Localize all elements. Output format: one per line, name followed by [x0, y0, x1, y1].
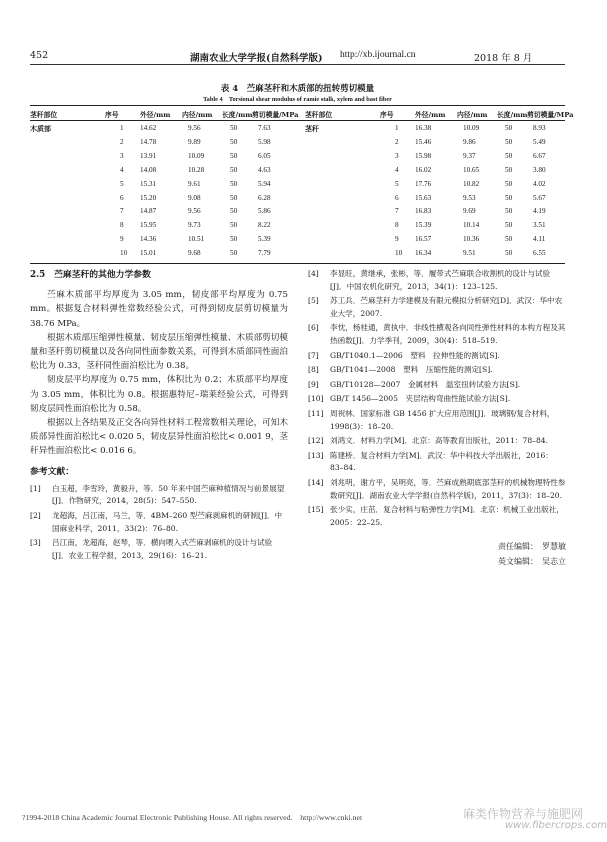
reference-number: [11]	[308, 408, 324, 418]
table-cell-part: 茎秆	[305, 124, 319, 133]
table-cell: 9.69	[463, 207, 476, 216]
table-cell: 9.51	[463, 249, 476, 258]
table-cell: 15.63	[415, 193, 432, 202]
watermark-text: 麻类作物营养与施肥网	[463, 807, 584, 821]
reference-number: [12]	[308, 436, 324, 446]
table-cell: 50	[230, 179, 238, 188]
reference-number: [13]	[308, 450, 324, 460]
table-cell: 5.39	[258, 235, 271, 244]
column-header: 外径/mm	[415, 111, 446, 119]
table-cell: 10	[120, 249, 128, 258]
reference-item	[308, 393, 566, 406]
reference-number: [10]	[308, 394, 324, 404]
reference-list-left	[30, 483, 288, 563]
reference-text: GB/T 1456—2005 夹层结构弯曲性能试验方法[S].	[330, 394, 511, 404]
table-cell: 2	[120, 137, 124, 146]
header-rule	[30, 64, 565, 65]
table-cell: 9.37	[463, 151, 476, 160]
journal-url: http://xb.ijournal.cn	[340, 50, 416, 60]
table-cell: 50	[505, 221, 513, 230]
reference-item	[308, 379, 566, 392]
table-cell: 10	[395, 249, 403, 258]
table-top-rule	[30, 105, 565, 106]
reference-item	[308, 295, 566, 320]
table-cell: 10.51	[188, 235, 205, 244]
paragraph: 根据木质部压缩弹性模量、韧皮层压缩弹性模量、木质部剪切模量和茎秆剪切模量以及各向同性面参数关系，可得到木质部同性面泊松比为 0.33，茎秆同性面泊松比为 0.38。	[30, 332, 288, 372]
table-cell: 10.82	[463, 179, 480, 188]
table-cell: 3.80	[533, 165, 546, 174]
table-cell: 9.56	[188, 124, 201, 132]
table-cell: 14.36	[140, 235, 157, 244]
column-header: 长度/mm	[222, 111, 253, 119]
table-cell: 7	[395, 207, 399, 216]
table-cell: 15.31	[140, 179, 157, 188]
table-cell: 14.08	[140, 165, 157, 174]
table-cell: 50	[505, 179, 513, 188]
table-cell-part: 木质部	[30, 124, 51, 133]
table-cell: 7.79	[258, 249, 271, 258]
section-title: 2.5 苎麻茎秆的其他力学参数	[30, 270, 151, 280]
table-cell: 9.73	[188, 221, 201, 230]
column-header: 内径/mm	[182, 111, 213, 119]
table-cell: 9.89	[188, 137, 201, 146]
table-cell: 50	[230, 193, 238, 202]
reference-number: [8]	[308, 365, 319, 375]
table-cell: 10.09	[463, 124, 480, 132]
table-cell: 10.14	[463, 221, 480, 230]
table-cell: 3	[120, 151, 124, 160]
table-cell: 6	[395, 193, 399, 202]
page-number: 452	[30, 50, 49, 61]
table-cell: 8	[120, 221, 124, 230]
table-cell: 3	[395, 151, 399, 160]
table-cell: 50	[230, 137, 238, 146]
table-cell: 4.11	[533, 235, 546, 244]
column-header: 剪切模量/MPa	[527, 111, 574, 119]
table-cell: 6.05	[258, 151, 271, 160]
reference-number: [6]	[308, 323, 319, 333]
reference-text: 李显旺，黄继承，张彬，等．履带式苎麻联合收割机的设计与试验[J]．中国农机化研究，2013，34(1)：123–125.	[330, 269, 551, 291]
reference-text: GB/T1041—2008 塑料 压缩性能的测定[S].	[330, 365, 493, 375]
reference-text: 张少实，庄茁．复合材料与粘弹性力学[M]．北京：机械工业出版社，2005：22–25.	[330, 505, 564, 527]
table-cell: 50	[230, 165, 238, 174]
table-cell: 10.28	[188, 165, 205, 174]
table-cell: 6.55	[533, 249, 546, 258]
reference-number: [9]	[308, 379, 319, 389]
table-cell: 7.63	[258, 124, 271, 132]
column-header: 茎秆部位	[305, 111, 333, 119]
reference-number: [7]	[308, 350, 319, 360]
table-cell: 50	[505, 165, 513, 174]
table-cell: 50	[230, 249, 238, 258]
reference-item	[308, 408, 566, 433]
reference-item	[308, 350, 566, 363]
table-cell: 5.67	[533, 193, 546, 202]
table-cell: 8.22	[258, 221, 271, 230]
table-cell: 5.94	[258, 179, 271, 188]
column-header: 内径/mm	[457, 111, 488, 119]
table-cell: 9.86	[463, 137, 476, 146]
table-cell: 9.53	[463, 193, 476, 202]
table-cell: 50	[230, 124, 238, 132]
table-cell: 4.63	[258, 165, 271, 174]
table-cell: 16.34	[415, 249, 432, 258]
reference-text: GB/T1040.1—2006 塑料 拉伸性能的测试[S].	[330, 350, 500, 360]
reference-number: [15]	[308, 505, 324, 515]
reference-item	[308, 504, 566, 529]
table-caption-cn: 表 4 苎麻茎秆和木质部的扭转剪切模量	[220, 84, 375, 94]
table-cell: 4.02	[533, 179, 546, 188]
table-cell: 9	[120, 235, 124, 244]
table-cell: 14.87	[140, 207, 157, 216]
table-cell: 50	[230, 207, 238, 216]
table-cell: 13.91	[140, 151, 157, 160]
right-column	[308, 268, 566, 569]
table-cell: 16.38	[415, 124, 432, 132]
table-cell: 5.98	[258, 137, 271, 146]
table-cell: 15.46	[415, 137, 432, 146]
issue-date: 2018 年 8 月	[474, 53, 533, 64]
table-cell: 16.57	[415, 235, 432, 244]
table-caption-en: Table 4 Torsional shear modulus of ramie stalk, xylem and bast fiber	[203, 96, 392, 103]
english-editor: 英文编辑： 吴志立	[498, 557, 566, 567]
table-cell: 50	[505, 193, 513, 202]
table-cell: 15.98	[415, 151, 432, 160]
reference-item	[308, 268, 566, 293]
reference-number: [3]	[30, 538, 41, 548]
reference-item	[308, 477, 566, 502]
reference-item	[30, 537, 288, 562]
reference-text: 周祝林．国家标准 GB 1456 扩大应用范围[J]．玻璃钢/复合材料，1998(3)：18–20.	[330, 408, 555, 431]
reference-item	[30, 510, 288, 535]
reference-number: [1]	[30, 483, 41, 493]
editor-credits	[308, 539, 566, 569]
reference-item	[308, 322, 566, 347]
left-column	[30, 268, 288, 564]
table-cell: 15.39	[415, 221, 432, 230]
table-cell: 16.83	[415, 207, 432, 216]
table-cell: 16.02	[415, 165, 432, 174]
reference-number: [4]	[308, 269, 319, 278]
reference-number: [14]	[308, 477, 324, 487]
watermark-url: www.fibercrops.com	[505, 820, 607, 831]
reference-item	[30, 483, 288, 508]
table-cell: 50	[505, 137, 513, 146]
table-cell: 10.65	[463, 165, 480, 174]
table-cell: 6.67	[533, 151, 546, 160]
reference-text: 苏工兵．苎麻茎秆力学建模及有限元模拟分析研究[D]．武汉：华中农业大学，2007.	[330, 296, 563, 318]
table-cell: 10.09	[188, 151, 205, 160]
table-cell: 5	[395, 179, 399, 188]
column-header: 外径/mm	[140, 111, 171, 119]
table-cell: 50	[505, 124, 513, 132]
reference-text: 刘鸿文．材料力学[M]．北京：高等教育出版社，2011：78–84.	[330, 436, 549, 446]
table-cell: 3.51	[533, 221, 546, 230]
table-cell: 50	[230, 151, 238, 160]
paragraph: 韧皮层平均厚度为 0.75 mm，体积比为 0.2；木质部平均厚度为 3.05 mm，体积比为 0.8。根据惠特尼–瑞莱经验公式，可得到韧皮层同性面泊松比为 0.58。	[30, 375, 288, 414]
column-header: 剪切模量/MPa	[252, 111, 299, 119]
reference-text: 陈建桥．复合材料力学[M]．武汉：华中科技大学出版社，2016：83–84.	[330, 450, 553, 473]
table-cell: 15.20	[140, 193, 157, 202]
table-cell: 50	[230, 221, 238, 230]
table-cell: 9.56	[188, 207, 201, 216]
references-title: 参考文献：	[30, 466, 74, 477]
table-cell: 50	[505, 207, 513, 216]
table-cell: 4	[395, 165, 399, 174]
table-cell: 6	[120, 193, 124, 202]
reference-text: GB/T10128—2007 金属材料 温室扭转试验方法[S].	[330, 379, 521, 389]
table-cell: 8	[395, 221, 399, 230]
paragraph: 根据以上各结果及正交各向异性材料工程常数相关理论，可知木质部异性面泊松比< 0.020 5，韧皮层异性面泊松比< 0.001 9，茎秆异性面泊松比< 0.016 6。	[30, 418, 288, 457]
table-header-rule	[30, 120, 565, 121]
reference-item	[308, 450, 566, 475]
table-cell: 15.95	[140, 221, 157, 230]
reference-text: 刘兆明，谢方平，吴明亮，等．苎麻成熟期底部茎秆的机械物理特性参数研究[J]．湖南农业大学学报(自然科学版)，2011，37(3)：18–20.	[330, 477, 566, 500]
table-cell: 50	[230, 235, 238, 244]
copyright-footer: ?1994-2018 China Academic Journal Electronic Publishing House. All rights reserved. http://www.cnki.net	[22, 813, 363, 822]
reference-text: 白玉超，李雪玲，黄毅升，等．50 年来中国苎麻种植情况与前景展望[J]．作物研究，2014，28(5)：547–550.	[52, 483, 285, 506]
column-header: 序号	[380, 111, 394, 119]
table-cell: 1	[395, 124, 399, 132]
reference-number: [5]	[308, 296, 319, 306]
table-cell: 14.62	[140, 124, 157, 132]
reference-list-right	[308, 268, 566, 529]
table-cell: 1	[120, 124, 124, 132]
table-cell: 8.93	[533, 124, 546, 132]
reference-item	[308, 364, 566, 377]
table-cell: 5.86	[258, 207, 271, 216]
column-header: 长度/mm	[497, 111, 528, 119]
table-cell: 2	[395, 137, 399, 146]
column-header: 序号	[105, 111, 119, 119]
reference-text: 龙超海，吕江南，马兰，等．4BM–260 型苎麻剥麻机的研制[J]．中国麻业科学，2011，33(2)：76–80.	[52, 511, 283, 533]
journal-title: 湖南农业大学学报(自然科学版)	[190, 53, 323, 64]
reference-item	[308, 435, 566, 448]
table-cell: 9.61	[188, 179, 201, 188]
table-cell: 15.01	[140, 249, 157, 258]
table-bottom-rule	[30, 263, 565, 264]
table-cell: 17.76	[415, 179, 432, 188]
table-cell: 5	[120, 179, 124, 188]
table-cell: 10.36	[463, 235, 480, 244]
paragraph: 苎麻木质部平均厚度为 3.05 mm，韧皮部平均厚度为 0.75 mm。根据复合材料弹性常数经验公式，可得到韧皮层剪切模量为 38.76 MPa。	[30, 290, 288, 329]
table-cell: 50	[505, 249, 513, 258]
table-cell: 14.78	[140, 137, 157, 146]
table-cell: 6.28	[258, 193, 271, 202]
reference-text: 吕江南，龙超海，赵琴，等．横向喂入式苎麻剥麻机的设计与试验[J]．农业工程学报，2013，29(16)：16–21.	[52, 538, 273, 560]
table-cell: 5.49	[533, 137, 546, 146]
table-cell: 9.08	[188, 193, 201, 202]
reference-number: [2]	[30, 511, 41, 521]
table-cell: 50	[505, 151, 513, 160]
table-cell: 9	[395, 235, 399, 244]
table-cell: 9.68	[188, 249, 201, 258]
reference-text: 李忱，杨桂通，黄执中．非线性横观各向同性弹性材料的本构方程及其热函数[J]．力学季刊，2009，30(4)：518–519.	[330, 323, 566, 345]
table-cell: 50	[505, 235, 513, 244]
table-cell: 7	[120, 207, 124, 216]
table-cell: 4	[120, 165, 124, 174]
chinese-editor: 责任编辑： 罗慧敏	[498, 542, 566, 552]
column-header: 茎秆部位	[30, 111, 58, 119]
table-cell: 4.19	[533, 207, 546, 216]
